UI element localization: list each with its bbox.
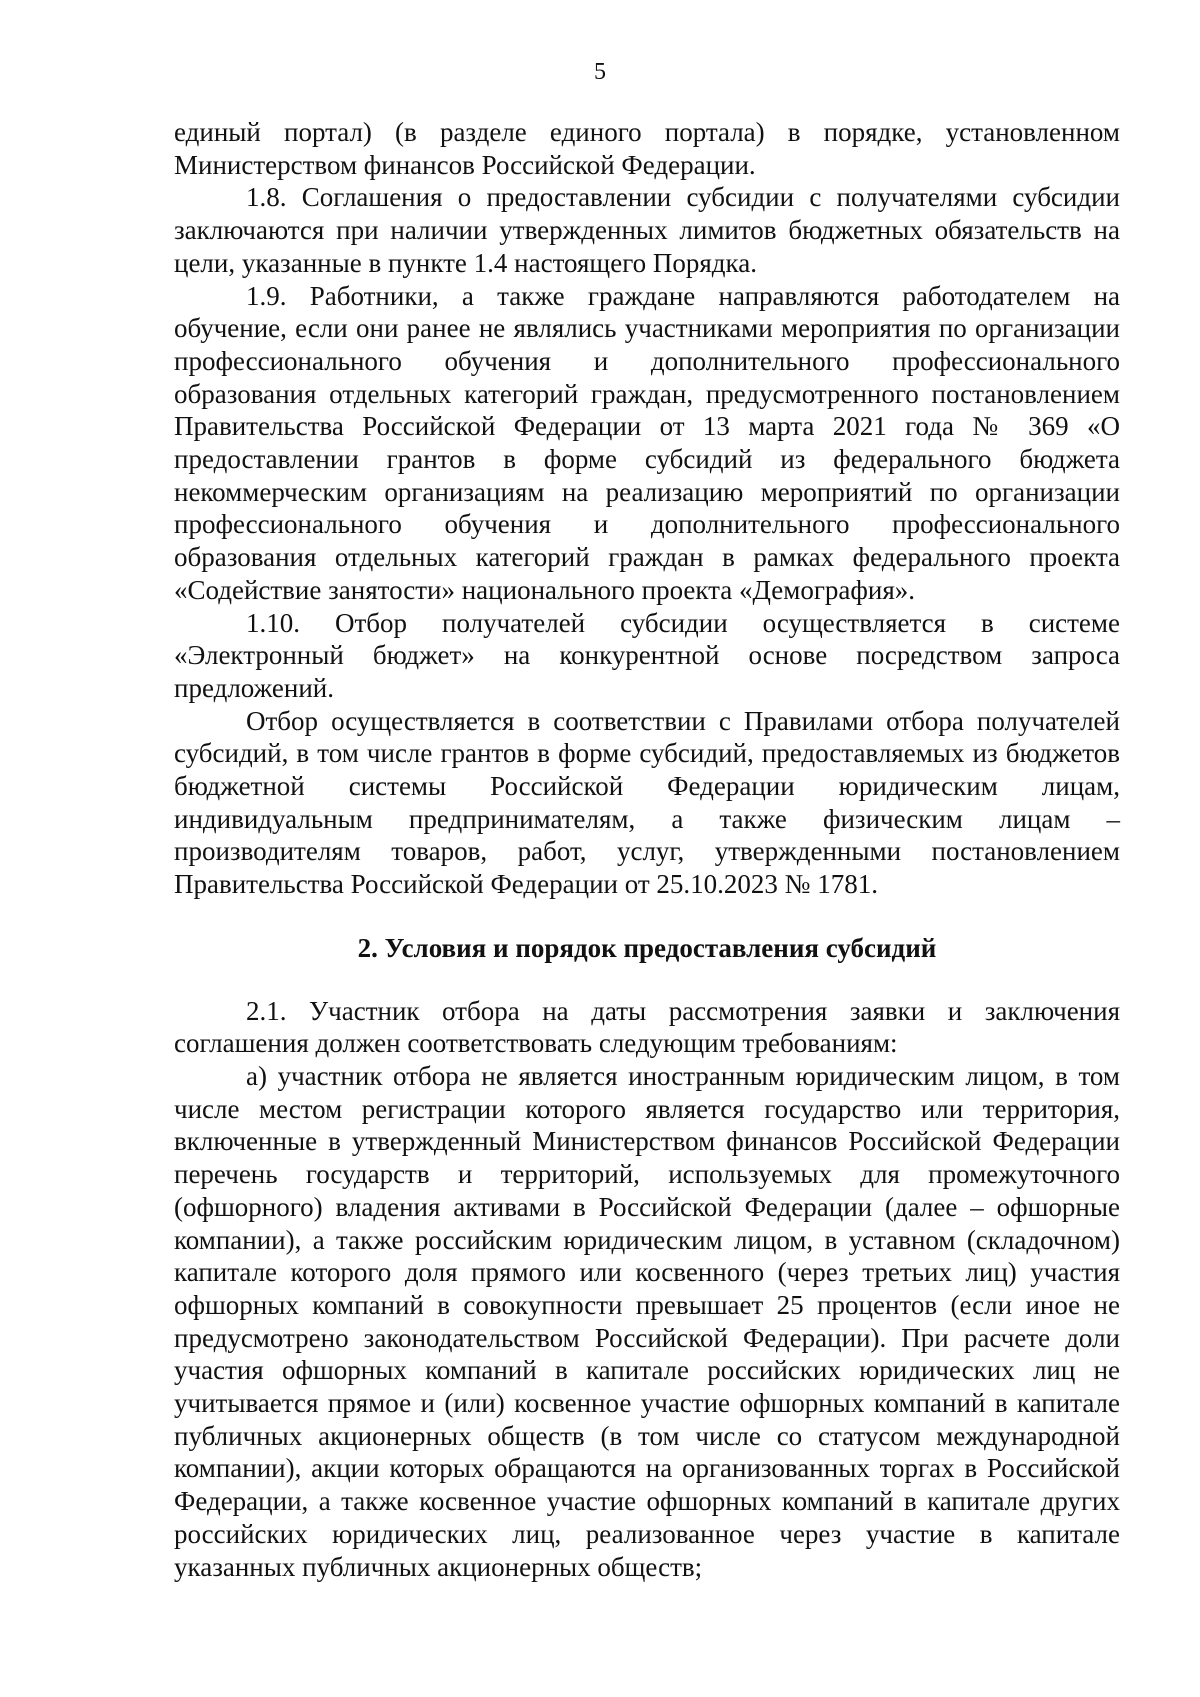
paragraph-2-1: 2.1. Участник отбора на даты рассмотрения заявки и заключения соглашения должен соответствовать следующим требованиям: [174,995,1120,1059]
paragraph-selection-rules: Отбор осуществляется в соответствии с Правилами отбора получателей субсидий, в том числе грантов в форме субсидий, предоставляемых из бюджетов бюджетной системы Российской Федерации юридическим лицам, индивидуальным предпринимателям, а также физическим лицам – производителям товаров, работ, услуг, утвержденными постановлением Правительства Российской Федерации от 25.10.2023 № 1781. [174,705,1120,900]
paragraph-1-10: 1.10. Отбор получателей субсидии осуществляется в системе «Электронный бюджет» на конкурентной основе посредством запроса предложений. [174,607,1120,703]
document-body [174,116,1120,1583]
paragraph-1-9: 1.9. Работники, а также граждане направляются работодателем на обучение, если они ранее не являлись участниками мероприятия по организации профессионального обучения и дополнительного профессионального образования отдельных категорий граждан, предусмотренного постановлением Правительства Российской Федерации от 13 марта 2021 года № 369 «О предоставлении грантов в форме субсидий из федерального бюджета некоммерческим организациям на реализацию мероприятий по организации профессионального обучения и дополнительного профессионального образования отдельных категорий граждан в рамках федерального проекта «Содействие занятости» национального проекта «Демография». [174,280,1120,605]
paragraph-continuation: единый портал) (в разделе единого портала) в порядке, установленном Министерством финансов Российской Федерации. [174,117,1120,180]
paragraph-2-1-a: а) участник отбора не является иностранным юридическим лицом, в том числе местом регистрации которого является государство или территория, включенные в утвержденный Министерством финансов Российской Федерации перечень государств и территорий, используемых для промежуточного (офшорного) владения активами в Российской Федерации (далее – офшорные компании), а также российским юридическим лицом, в уставном (складочном) капитале которого доля прямого или косвенного (через третьих лиц) участия офшорных компаний в совокупности превышает 25 процентов (если иное не предусмотрено законодательством Российской Федерации). При расчете доли участия офшорных компаний в капитале российских юридических лиц не учитывается прямое и (или) косвенное участие офшорных компаний в капитале публичных акционерных обществ (в том числе со статусом международной компании), акции которых обращаются на организованных торгах в Российской Федерации, а также косвенное участие офшорных компаний в капитале других российских юридических лиц, реализованное через участие в капитале указанных публичных акционерных обществ; [174,1060,1120,1582]
paragraph-1-8: 1.8. Соглашения о предоставлении субсидии с получателями субсидии заключаются при наличии утвержденных лимитов бюджетных обязательств на цели, указанные в пункте 1.4 настоящего Порядка. [174,182,1120,278]
page-number: 5 [594,59,606,85]
section-heading: 2. Условия и порядок предоставления субсидий [357,932,937,963]
